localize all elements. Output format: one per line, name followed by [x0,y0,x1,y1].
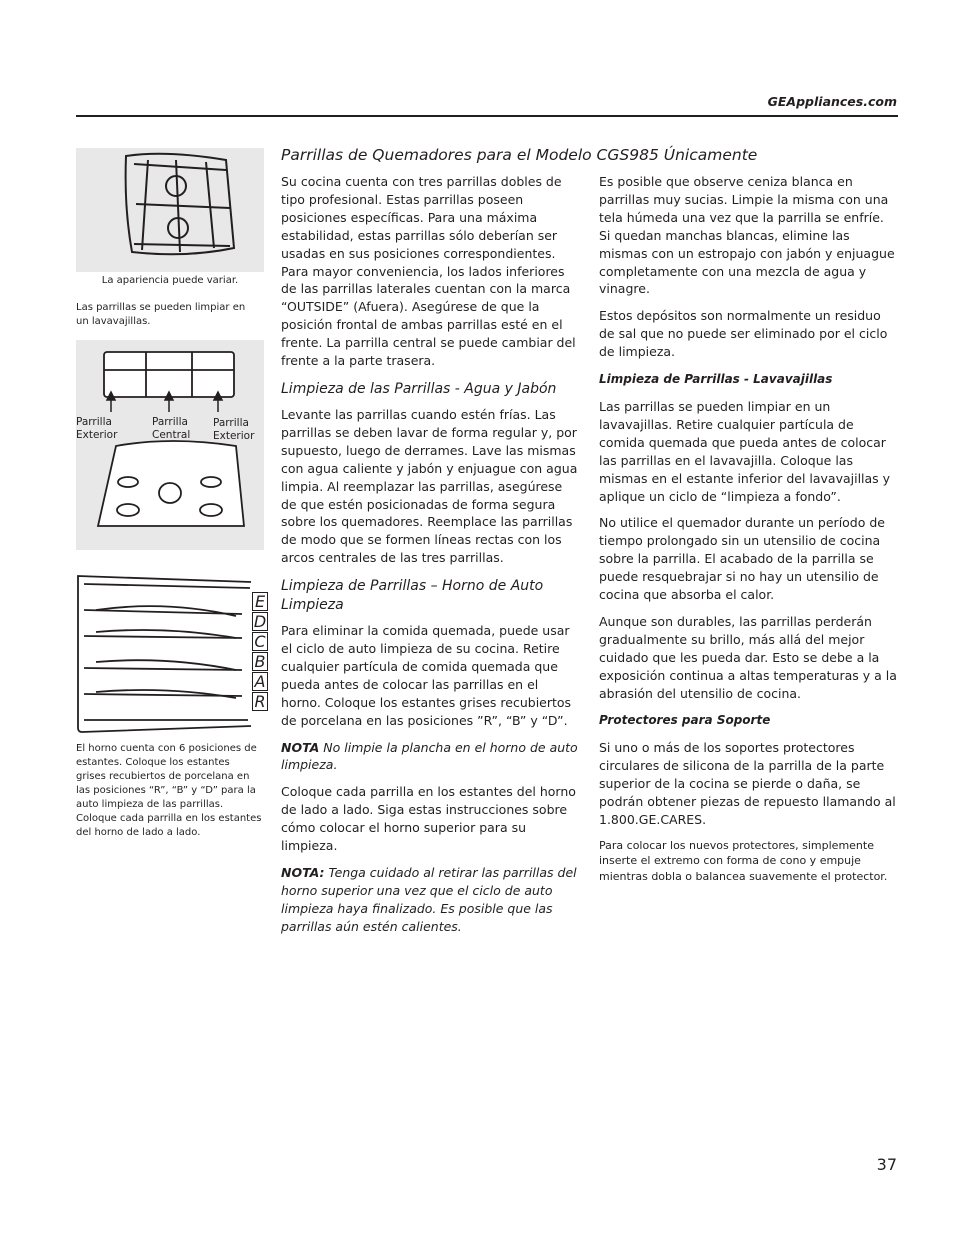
rack-letter-b: B [252,652,268,671]
dishwasher-caption: Las parrillas se pueden limpiar en un lavavajillas. [76,302,246,327]
main-column-2 [599,173,898,893]
rack-letters [252,592,268,711]
label-outer-left: Parrilla Exterior [76,416,118,441]
heading-protectors: Protectores para Soporte [599,713,771,728]
rack-letter-c: C [252,632,268,651]
durability-paragraph: Aunque son durables, las parrillas perderán gradualmente su brillo, más allá del mejor cuidado que les pueda dar. Esto se debe a la exposición continua a altas temperaturas y a la abrasión del utensilio de cocina. [599,613,897,701]
heading-self-clean: Limpieza de Parrillas – Horno de Auto Limpieza [281,578,544,614]
cooktop-image-box [76,340,264,550]
oven-rack-caption: El horno cuenta con 6 posiciones de estantes. Coloque los estantes grises recubiertos de porcelana en las posiciones “R”, “B” y “D” para la auto limpieza de las parrillas. Coloque cada parrilla en los estantes del horno de lado a lado. [76,743,262,838]
note-2 [281,864,579,936]
heading-dishwasher: Limpieza de Parrillas - Lavavajillas [599,372,833,387]
grate-image-box [76,148,264,272]
intro-paragraph: Su cocina cuenta con tres parrillas dobles de tipo profesional. Estas parrillas poseen posiciones específicas. Para una máxima estabilidad, estas parrillas sólo deberían ser usadas en sus posiciones correspondientes. Para mayor conveniencia, los lados inferiores de las parrillas laterales cuentan con la marca “OUTSIDE” (Afuera). Asegúrese de que la posición frontal de ambas parrillas esté en el frente. La parrilla central se puede cambiar del frente a la parte trasera. [281,174,576,369]
note-2-text: Tenga cuidado al retirar las parrillas del horno superior una vez que el ciclo de auto limpieza haya finalizado. Es posible que las parrillas aún estén calientes. [281,865,577,934]
rack-letter-a: A [252,672,268,691]
dishwasher-paragraph: Las parrillas se pueden limpiar en un lavavajillas. Retire cualquier partícula de comida quemada que pueda antes de colocar las parrillas en el lavavajilla. Coloque las mismas en el estante inferior del lavavajillas y aplique un ciclo de “limpieza a fondo”. [599,398,891,504]
heading-soap-water: Limpieza de las Parrillas - Agua y Jabón [281,380,557,397]
grate-illustration [76,148,264,272]
note-1-text: No limpie la plancha en el horno de auto limpieza. [281,739,578,773]
main-column-1 [281,173,579,945]
oven-rack-illustration [76,570,251,735]
protectors-paragraph: Si uno o más de los soportes protectores circulares de silicona de la parrilla de la parte superior de la cocina se pierde o daña, se podrán obtener piezas de repuesto llamando al 1.800.GE.CARES. [599,740,896,827]
rack-letter-e: E [252,592,268,611]
burner-warning-paragraph: No utilice el quemador durante un período de tiempo prolongado sin un utensilio de cocina sobre la parrilla. El acabado de la parrilla se puede resquebrajar si no hay un utensilio de cocina que absorba el calor. [599,515,885,603]
label-center: Parrilla Central [152,416,191,441]
oven-rack-image [76,570,266,735]
ash-paragraph: Es posible que observe ceniza blanca en parrillas muy sucias. Limpie la misma con una tela húmeda una vez que la parrilla se enfríe. Si quedan manchas blancas, elimine las mismas con un estropajo con jabón y enjuague completamente con una mezcla de agua y vinagre. [599,174,895,297]
sidebar [76,148,267,838]
note-1-label: NOTA [281,739,320,755]
label-outer-right: Parrilla Exterior [213,417,255,442]
protectors-install-paragraph: Para colocar los nuevos protectores, simplemente inserte el extremo con forma de cono y empuje mientras dobla o balancea suavemente el protector. [599,838,888,883]
appearance-caption: La apariencia puede variar. [101,275,239,286]
page-number: 37 [876,1155,897,1174]
soap-water-paragraph: Levante las parrillas cuando estén frías. Las parrillas se deben lavar de forma regular y, por supuesto, luego de derrames. Lave las mismas con agua caliente y jabón y enjuague con agua limpia. Al reemplazar las parrillas, asegúrese de que estén posicionadas de forma segura sobre los quemadores. Reemplace las parrillas de modo que se formen líneas rectas con los arcos centrales de las tres parrillas. [281,406,578,566]
header-rule [76,115,898,117]
rack-placement-paragraph: Coloque cada parrilla en los estantes del horno de lado a lado. Siga estas instrucciones sobre cómo colocar el horno superior para su limpieza. [281,784,576,854]
note-2-label: NOTA: [281,865,325,880]
cooktop-illustration [76,340,264,550]
site-url: GEAppliances.com [767,94,897,109]
page-title: Parrillas de Quemadores para el Modelo CGS985 Únicamente [281,146,758,164]
deposits-paragraph: Estos depósitos son normalmente un residuo de sal que no puede ser eliminado por el ciclo de limpieza. [599,308,888,360]
rack-letter-r: R [252,692,268,711]
self-clean-paragraph: Para eliminar la comida quemada, puede usar el ciclo de auto limpieza de su cocina. Retire cualquier partícula de comida quemada que pueda antes de colocar las parrillas en el horno. Coloque los estantes grises recubiertos de porcelana en las posiciones ”R”, “B” y “D”. [281,623,572,728]
rack-letter-d: D [253,612,267,631]
note-1 [281,739,579,775]
